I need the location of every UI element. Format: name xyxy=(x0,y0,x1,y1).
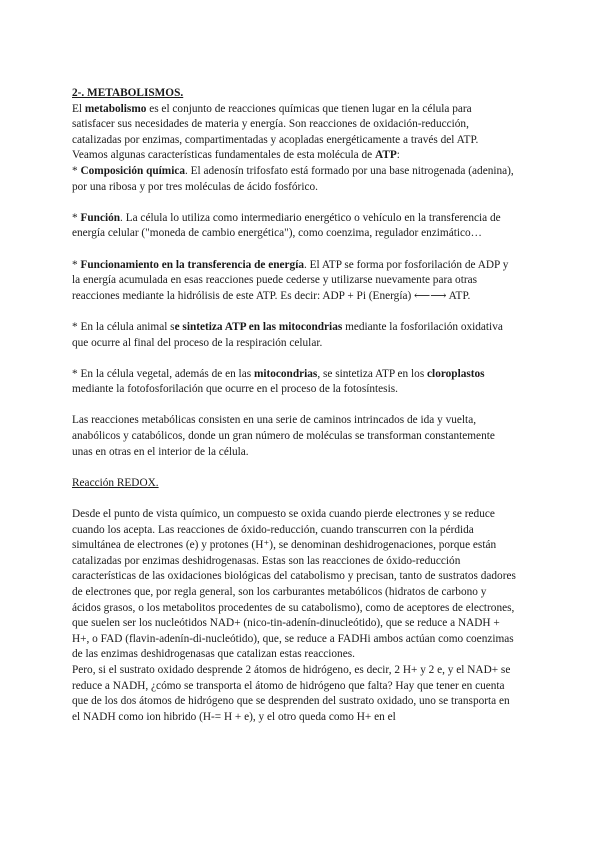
term-atp: ATP xyxy=(375,149,397,162)
intro-end: : xyxy=(396,149,400,162)
bullet: * xyxy=(72,164,81,177)
section-title: 2-. METABOLISMOS. xyxy=(72,87,184,99)
redox-title: Reacción REDOX. xyxy=(72,476,159,489)
bullet: * xyxy=(72,211,81,224)
animal-paragraph xyxy=(72,320,516,351)
term-cloroplastos: cloroplastos xyxy=(427,367,485,380)
bullet: * xyxy=(72,258,81,271)
spacer xyxy=(72,195,516,211)
redox-paragraph-2: Pero, si el sustrato oxidado desprende 2 átomos de hidrógeno, es decir, 2 H+ y 2 e, y el NAD+ se reduce a NADH, ¿cómo se transporta el átomo de hidrógeno que falta? Hay que tener en cuenta que de los dos átomos de hidrógeno que se desprenden del sustrato oxidado, uno se transporta en el NADH como ion hibrido (H-= H + e), y el otro queda como H+ en el xyxy=(72,663,511,723)
funcionamiento-body: . El ATP se forma por fosforilación de ADP y la energía acumulada en esas reacciones puede cederse y utilizarse nuevamente para otras reacciones mediante la hidrólisis de este ATP. Es decir: ADP + Pi (Energía) ⟵⟶ ATP. xyxy=(72,258,509,302)
spacer xyxy=(72,460,516,476)
animal-pre: * En la célula animal s xyxy=(72,320,175,333)
spacer xyxy=(72,242,516,258)
term-metabolismo: metabolismo xyxy=(84,102,147,115)
spacer xyxy=(72,491,516,507)
spacer xyxy=(72,304,516,320)
spacer xyxy=(72,398,516,414)
term-funcionamiento: Funcionamiento en la transferencia de energía xyxy=(80,258,304,271)
intro-paragraph xyxy=(72,102,516,164)
animal-body: mediante la fosforilación oxidativa que ocurre al final del proceso de la respiración celular. xyxy=(72,320,503,349)
term-mitocondrias: mitocondrias xyxy=(253,367,318,380)
redox-paragraph-1: Desde el punto de vista químico, un compuesto se oxida cuando pierde electrones y se reduce cuando los acepta. Las reacciones de óxido-reducción, cuando transcurren con la pérdida simultánea de electrones (e) y protones (H⁺), se denominan deshidrogenaciones, porque están catalizadas por enzimas deshidrogenasas. Estas son las reacciones de óxido-reducción características de las oxidaciones biológicas del catabolismo y precisan, tanto de sustratos dadores de electrones que, por regla general, son los carburantes metabólicos (hidratos de carbono y ácidos grasos, o los metabolitos procedentes de su catabolismo), como de aceptores de electrones, que suelen ser los nucleótidos NAD+ (nico-tin-adenín-dinucleótido), que se reduce a NADH + H+, o FAD (flavin-adenín-di-nucleótido), que, se reduce a FADHi ambos actúan como coenzimas de las enzimas deshidrogenasas que catalizan estas reacciones. xyxy=(72,508,516,661)
spacer xyxy=(72,351,516,367)
vegetal-body: mediante la fotofosforilación que ocurre en el proceso de la fotosíntesis. xyxy=(72,383,398,396)
vegetal-mid: , se sintetiza ATP en los xyxy=(317,367,428,380)
intro-body: es el conjunto de reacciones químicas que tienen lugar en la célula para satisfacer sus necesidades de materia y energía. Son reacciones de oxidación-reducción, catalizadas por enzimas, compartimentadas y acopladas energéticamente a través del ATP. Veamos algunas características fundamentales de esta molécula de xyxy=(72,102,479,162)
composicion-paragraph xyxy=(72,164,516,195)
term-composicion: Composición química xyxy=(80,164,185,177)
vegetal-pre: * En la célula vegetal, además de en las xyxy=(72,367,254,380)
vegetal-paragraph xyxy=(72,367,516,398)
rutas-paragraph: Las reacciones metabólicas consisten en una serie de caminos intrincados de ida y vuelta, anabólicos y catabólicos, donde un gran número de moléculas se transforman constantemente unas en otras en el interior de la célula. xyxy=(72,414,495,458)
composicion-body: . El adenosín trifosfato está formado por una base nitrogenada (adenina), por una ribosa y por tres moléculas de ácido fosfórico. xyxy=(72,164,514,193)
funcion-body: . La célula lo utiliza como intermediario energético o vehículo en la transferencia de energía celular ("moneda de cambio energética"), como coenzima, regulador enzimático… xyxy=(72,211,501,240)
funcionamiento-paragraph xyxy=(72,258,516,305)
funcion-paragraph xyxy=(72,211,516,242)
term-mitocondrias-animal: e sintetiza ATP en las mitocondrias xyxy=(174,320,343,333)
intro-pre: El xyxy=(72,102,85,115)
term-funcion: Función xyxy=(80,211,121,224)
